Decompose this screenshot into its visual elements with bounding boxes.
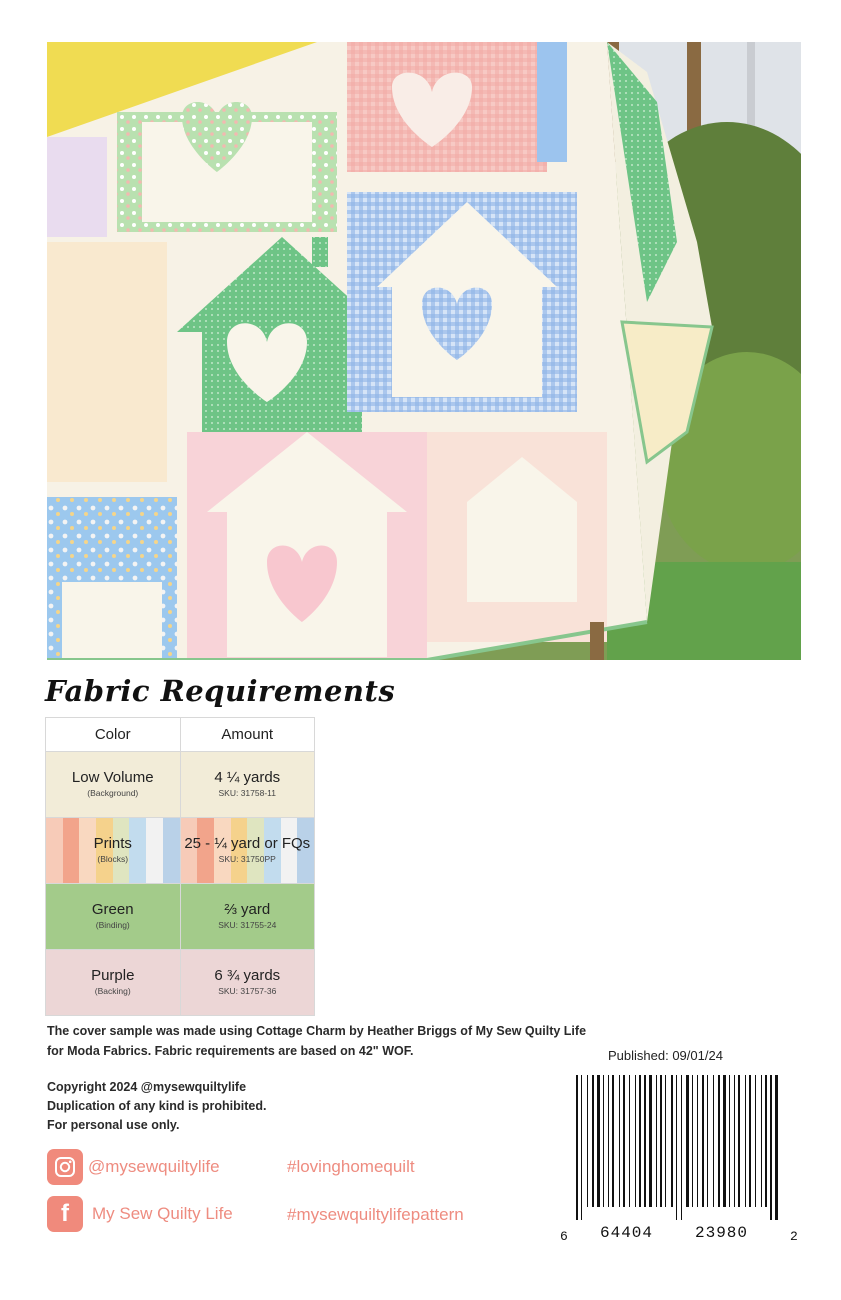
barcode-bar (755, 1075, 756, 1207)
barcode-bar (619, 1075, 620, 1207)
barcode-bar (592, 1075, 594, 1207)
color-name: Low Volume (71, 769, 154, 786)
barcode-bar (713, 1075, 714, 1207)
barcode-lead-digit: 6 (560, 1229, 568, 1244)
barcode-bar (660, 1075, 662, 1207)
instagram-handle-link[interactable]: @mysewquiltylife (88, 1157, 220, 1176)
barcode-bar (608, 1075, 609, 1207)
sku-value: SKU: 31757-36 (218, 986, 277, 996)
table-header-row (46, 718, 315, 752)
amount-cell (180, 818, 315, 884)
barcode-bar (723, 1075, 726, 1207)
color-name: Purple (91, 967, 135, 984)
barcode-bar (697, 1075, 698, 1207)
instagram-row (47, 1149, 220, 1185)
barcode-bar (734, 1075, 735, 1207)
barcode-bar (745, 1075, 746, 1207)
barcode-bar (702, 1075, 704, 1207)
table-row-low-volume (46, 752, 315, 818)
amount-cell (180, 752, 315, 818)
barcode-bar (718, 1075, 720, 1207)
amount-value: 4 ¼ yards (214, 769, 281, 786)
color-cell (46, 884, 181, 950)
barcode-bar (581, 1075, 582, 1220)
amount-value: 25 - ¼ yard or FQs (184, 835, 311, 852)
barcode-check-digit: 2 (790, 1229, 798, 1244)
sku-value: SKU: 31758-11 (218, 788, 276, 798)
barcode-right-digits: 23980 (695, 1224, 749, 1242)
barcode-bar (686, 1075, 689, 1207)
amount-cell (180, 884, 315, 950)
published-date: Published: 09/01/24 (608, 1048, 723, 1063)
column-header-color: Color (46, 718, 181, 752)
color-cell (46, 950, 181, 1016)
facebook-hashtag[interactable]: #mysewquiltylifepattern (287, 1205, 464, 1224)
facebook-page-link[interactable]: My Sew Quilty Life (92, 1204, 233, 1223)
instagram-icon[interactable] (47, 1149, 83, 1185)
instagram-hashtag[interactable]: #lovinghomequilt (287, 1157, 415, 1176)
column-header-amount: Amount (180, 718, 315, 752)
color-note: (Binding) (95, 920, 130, 930)
copyright-line: Copyright 2024 @mysewquiltylife (47, 1080, 247, 1094)
barcode-bar (635, 1075, 636, 1207)
barcode-left-digits: 64404 (600, 1224, 654, 1242)
barcode-bar (665, 1075, 666, 1207)
barcode-bar (681, 1075, 682, 1220)
color-name: Green (91, 901, 134, 918)
barcode-bar (749, 1075, 751, 1207)
barcode (572, 1075, 782, 1235)
barcode-bar (623, 1075, 625, 1207)
barcode-bar (775, 1075, 778, 1220)
fabric-requirements-table (45, 717, 315, 1016)
sku-value: SKU: 31750PP (218, 854, 276, 864)
barcode-bar (629, 1075, 630, 1207)
barcode-bar (707, 1075, 708, 1207)
barcode-bar (692, 1075, 693, 1207)
barcode-bar (761, 1075, 762, 1207)
barcode-bar (770, 1075, 772, 1220)
barcode-bar (597, 1075, 600, 1207)
color-cell (46, 818, 181, 884)
barcode-bar (656, 1075, 657, 1207)
quilt-illustration (47, 42, 801, 660)
barcode-bar (612, 1075, 614, 1207)
copyright-block (47, 1078, 407, 1135)
table-row-prints (46, 818, 315, 884)
amount-cell (180, 950, 315, 1016)
barcode-bar (729, 1075, 730, 1207)
amount-value: ⅔ yard (224, 901, 271, 918)
color-cell (46, 752, 181, 818)
facebook-row (47, 1196, 233, 1232)
fabric-requirements-title: Fabric Requirements (45, 674, 396, 708)
sku-value: SKU: 31755-24 (218, 920, 277, 930)
barcode-bar (649, 1075, 652, 1207)
barcode-bar (576, 1075, 578, 1220)
barcode-bar (738, 1075, 740, 1207)
table-row-green (46, 884, 315, 950)
color-note: (Blocks) (97, 854, 129, 864)
color-name: Prints (93, 835, 132, 852)
duplication-notice: Duplication of any kind is prohibited. (47, 1099, 267, 1113)
fabric-note: The cover sample was made using Cottage Charm by Heather Briggs of My Sew Quilty Life for Moda Fabrics. Fabric requirements are based on 42" WOF. (47, 1024, 587, 1058)
barcode-bars (572, 1075, 782, 1220)
color-note: (Background) (87, 788, 139, 798)
color-note: (Backing) (94, 986, 131, 996)
barcode-bar (676, 1075, 677, 1220)
table-row-purple (46, 950, 315, 1016)
personal-use-notice: For personal use only. (47, 1118, 180, 1132)
barcode-bar (765, 1075, 767, 1207)
barcode-bar (639, 1075, 641, 1207)
amount-value: 6 ¾ yards (214, 967, 281, 984)
barcode-bar (644, 1075, 646, 1207)
quilt-photo (47, 42, 801, 660)
barcode-bar (671, 1075, 673, 1207)
barcode-bar (603, 1075, 604, 1207)
barcode-bar (587, 1075, 588, 1207)
facebook-icon[interactable]: f (47, 1196, 83, 1232)
